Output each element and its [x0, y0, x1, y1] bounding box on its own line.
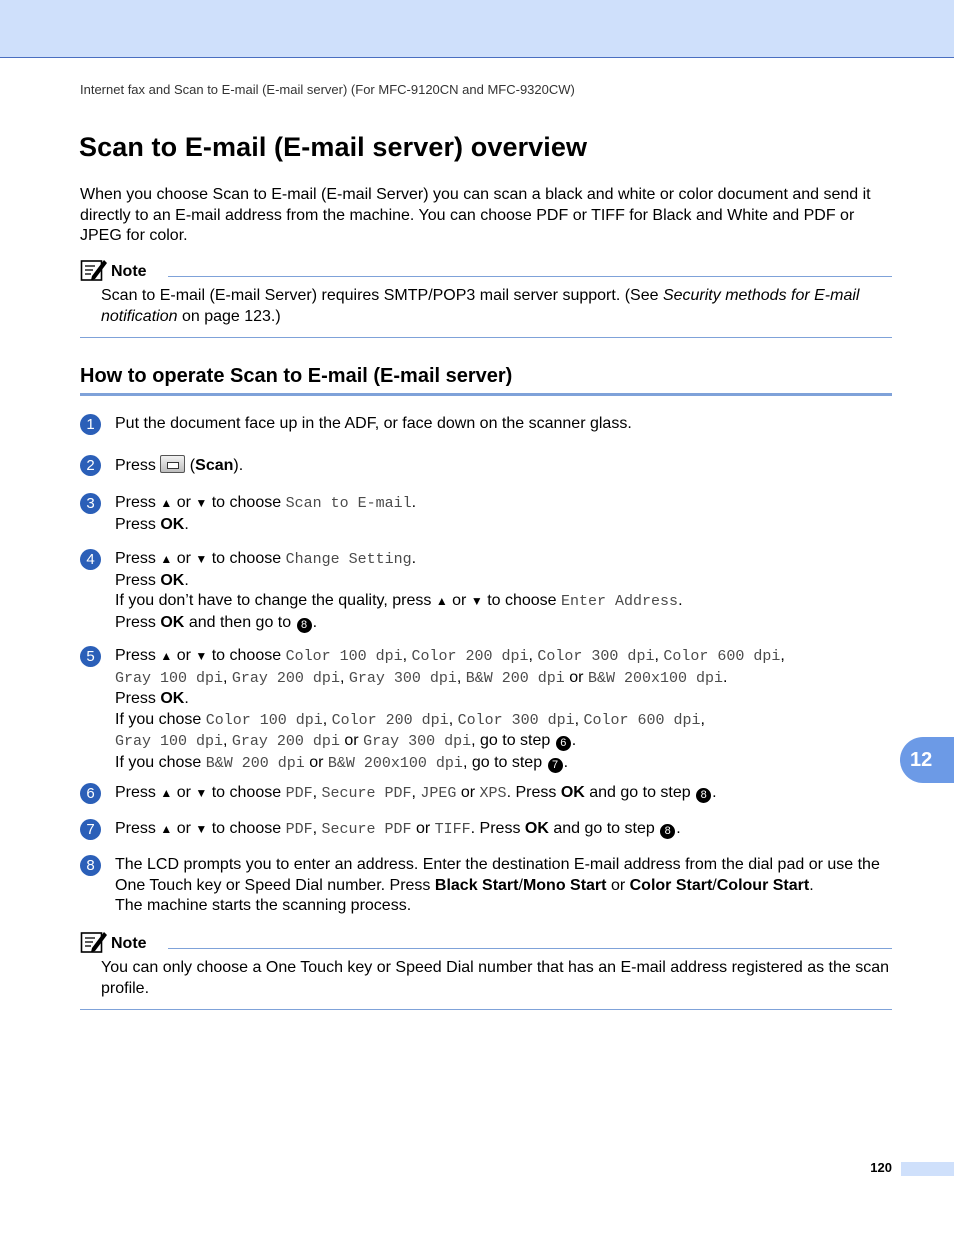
- note-bottom-rule: [80, 337, 892, 338]
- up-arrow-icon: ▲: [160, 496, 173, 510]
- chapter-tab: 12: [900, 737, 954, 783]
- down-arrow-icon: ▼: [195, 496, 208, 510]
- step-number: 4: [80, 549, 101, 570]
- step-ref-badge: 8: [660, 824, 675, 839]
- page-title: Scan to E-mail (E-mail server) overview: [79, 132, 588, 162]
- step-ref-badge: 6: [556, 736, 571, 751]
- step-number: 1: [80, 414, 101, 435]
- step-number: 5: [80, 646, 101, 667]
- up-arrow-icon: ▲: [160, 786, 173, 800]
- step-8: [80, 855, 895, 917]
- step-number: 2: [80, 455, 101, 476]
- note-rule: [168, 276, 892, 277]
- note-text: Scan to E-mail (E-mail Server) requires SMTP/POP3 mail server support. (See Security methods for E-mail notification on page 123.): [101, 287, 860, 325]
- up-arrow-icon: ▲: [435, 594, 448, 608]
- step-ref-badge: 8: [297, 618, 312, 633]
- note-header: [80, 930, 892, 954]
- breadcrumb: Internet fax and Scan to E-mail (E-mail server) (For MFC-9120CN and MFC-9320CW): [80, 82, 575, 97]
- down-arrow-icon: ▼: [195, 552, 208, 566]
- down-arrow-icon: ▼: [470, 594, 483, 608]
- step-ref-badge: 7: [548, 758, 563, 773]
- step-text: Press (Scan).: [115, 457, 244, 474]
- step-3: [80, 493, 895, 535]
- step-7: [80, 819, 895, 841]
- note-label: Note: [111, 263, 147, 280]
- note-text: You can only choose a One Touch key or Speed Dial number that has an E-mail address registered as the scan profile.: [101, 959, 890, 997]
- step-text: Press ▲ or ▼ to choose Color 100 dpi, Color 200 dpi, Color 300 dpi, Color 600 dpi, Gray 100 dpi, Gray 200 dpi, Gray 300 dpi, B&W 200 dpi or B&W 200x100 dpi. Press OK. If you chose Color 100 dpi, Color 200 dpi, Color 300 dpi, Color 600 dpi, Gray 100 dpi, Gray 200 dpi or Gray 300 dpi, go to step 6 . If you chose B&W 200 dpi or B&W 200x100 dpi, go to step 7 .: [115, 647, 785, 772]
- scan-key-icon: [160, 455, 185, 473]
- note-box: [80, 258, 892, 338]
- note-pencil-icon: [80, 930, 108, 954]
- note-pencil-icon: [80, 258, 108, 282]
- intro-paragraph: When you choose Scan to E-mail (E-mail Server) you can scan a black and white or color document and send it directly to an E-mail address from the machine. You can choose PDF or TIFF for Black and White and PDF or JPEG for color.: [80, 186, 871, 244]
- step-ref-badge: 8: [696, 788, 711, 803]
- note-bottom-rule: [80, 1009, 892, 1010]
- step-text: Put the document face up in the ADF, or face down on the scanner glass.: [115, 415, 632, 432]
- down-arrow-icon: ▼: [195, 786, 208, 800]
- step-number: 7: [80, 819, 101, 840]
- step-5: [80, 646, 895, 774]
- step-number: 8: [80, 855, 101, 876]
- step-text: Press ▲ or ▼ to choose Scan to E-mail. Press OK.: [115, 494, 417, 533]
- section-title: How to operate Scan to E-mail (E-mail server): [80, 365, 892, 396]
- up-arrow-icon: ▲: [160, 552, 173, 566]
- step-number: 6: [80, 783, 101, 804]
- down-arrow-icon: ▼: [195, 649, 208, 663]
- step-6: [80, 783, 895, 805]
- step-text: Press ▲ or ▼ to choose PDF, Secure PDF, JPEG or XPS. Press OK and go to step 8 .: [115, 784, 717, 802]
- step-2: [80, 455, 895, 477]
- page-number: 120: [870, 1160, 892, 1175]
- note-header: [80, 258, 892, 282]
- step-4: [80, 549, 895, 633]
- note-rule: [168, 948, 892, 949]
- up-arrow-icon: ▲: [160, 822, 173, 836]
- step-number: 3: [80, 493, 101, 514]
- note-box: [80, 930, 892, 1010]
- up-arrow-icon: ▲: [160, 649, 173, 663]
- header-band: [0, 0, 954, 58]
- step-text: Press ▲ or ▼ to choose Change Setting. Press OK. If you don’t have to change the quality, press ▲ or ▼ to choose Enter Address. Press OK and then go to 8 .: [115, 550, 683, 631]
- down-arrow-icon: ▼: [195, 822, 208, 836]
- page-number-bar: [901, 1162, 954, 1176]
- step-1: [80, 414, 895, 435]
- step-text: The LCD prompts you to enter an address. Enter the destination E-mail address from the dial pad or use the One Touch key or Speed Dial number. Press Black Start/Mono Start or Color Start/Colour Start. The machine starts the scanning process.: [115, 856, 880, 914]
- note-label: Note: [111, 935, 147, 952]
- step-text: Press ▲ or ▼ to choose PDF, Secure PDF or TIFF. Press OK and go to step 8 .: [115, 820, 681, 838]
